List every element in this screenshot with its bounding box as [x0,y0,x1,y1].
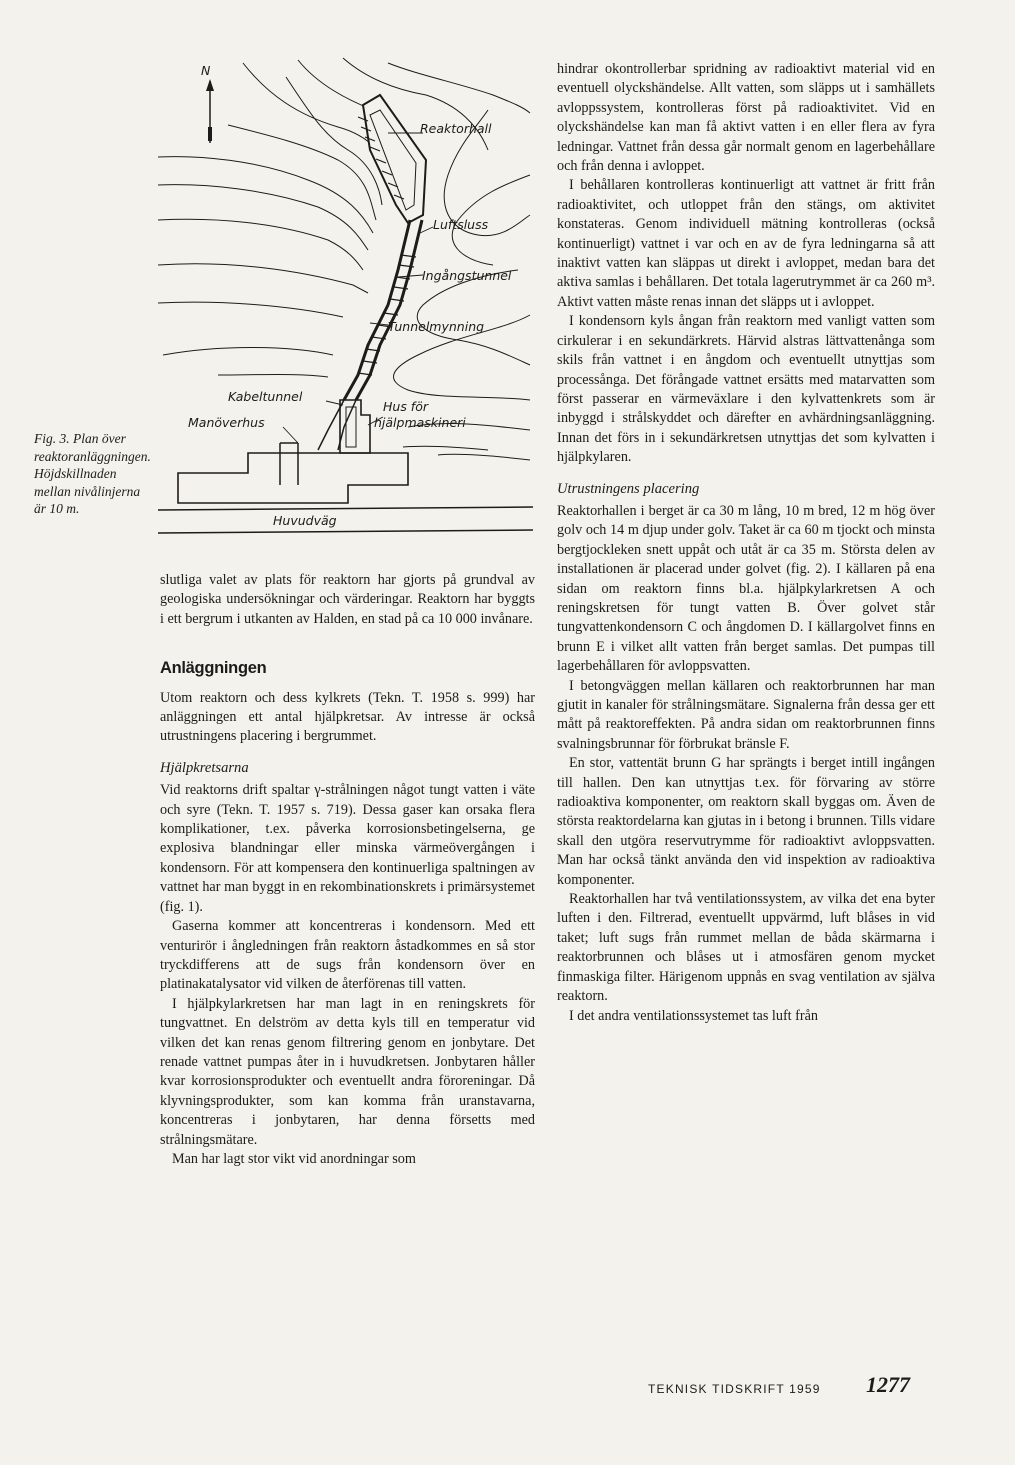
journal-footer: TEKNISK TIDSKRIFT 1959 [648,1382,821,1396]
paragraph: I hjälpkylarkretsen har man lagt in en reningskrets för tungvattnet. En delström av detta kyls till en temperatur vid vilken det kan renas genom filtrering genom en jonbytare. Det renade vattnet pumpas åter in i huvudkretsen. Jonbytaren håller kvar korrosionsprodukter och eventuellt andra föroreningar. Då klyvningsprodukter, som kan komma från uranstavarna, koncentreras i jonbytaren, har denna försetts med strålningsmätare. [160,995,535,1148]
paragraph: I kondensorn kyls ångan från reaktorn med vanligt vatten som cirkulerar i en sekundärkrets. Härvid alstras lättvattenånga som skils från vattnet i en ångdom och eventuellt utnyttjas som processånga. Det förångade vattnet ersätts med matarvatten som först passerar en värmeväxlare i den kylvattenkrets som är inbyggd i strålskyddet och därefter en avhärdningsanläggning. Innan det förs in i sekundärkretsen utnyttjas det som kylvatten i hjälpkylaren. [557,313,935,466]
control-building [178,453,408,503]
north-label: N [201,63,211,78]
paragraph: Man har lagt stor vikt vid anordningar som [172,1150,416,1167]
paragraph: Vid reaktorns drift spaltar γ-strålningen något tungt vatten i väte och syre (Tekn. T. 1957 s. 719). Dessa gaser kan orsaka flera komplikationer, t.ex. påverka korrosionsbetingelserna, ge explosiva blandningar eller minska värmeövergången i kondensorn. För att kompensera den kontinuerliga spaltningen av vattnet har man byggt in en rekombinationskrets i primärsystemet (fig. 1). [160,782,535,915]
label-manoverhus: Manöverhus [188,415,265,430]
paragraph: Gaserna kommer att koncentreras i kondensorn. Med ett venturirör i ångledningen från reaktorn åstadkommes en så stor tryckdifferens att de sugs från kondensorn över en platinakatalysator vid vilken de återförenas till vatten. [160,918,535,993]
paragraph: En stor, vattentät brunn G har sprängts i berget intill ingången till hallen. Den kan utnyttjas t.ex. för förvaring av större radioaktiva komponenter, om reaktorn skall byggas om. Även de största reaktordelarna kan gjutas in i betong i brunnen. Tills vidare skall den utgöra reservutrymme för radioaktivt avloppsvatten. Man har också tänkt använda den vid inspektion av radioaktiva komponenter. [557,755,935,888]
page-number: 1277 [866,1372,910,1397]
access-tunnel [344,220,410,400]
section-heading: Anläggningen [160,659,267,678]
subheading: Hjälpkretsarna [160,759,249,776]
paragraph: I behållaren kontrolleras kontinuerligt att vattnet är fritt från radioaktivitet, och utloppet från den stängs, om aktivitet konstateras. Genom individuell mätning kontrolleras (också kontinuerligt) vattnet i var och en av de fyra ledningarna så att inaktivt vatten kan släppas ut direkt i avloppet, medan bara det aktiva samlas i behållaren. Det totala lagerutrymmet är ca 260 m³. Aktivt vatten måste renas innan det släpps ut i avloppet. [557,177,935,310]
subheading: Utrustningens placering [557,480,700,497]
label-reaktorhall: Reaktorhall [420,121,492,136]
paragraph: Utom reaktorn och dess kylkrets (Tekn. T. 1958 s. 999) har anläggningen ett antal hjälpkretsar. Av intresse är också utrustningens placering i bergrummet. [160,689,535,745]
label-hjalpmaskineri: hjälpmaskineri [374,415,466,430]
label-huvudvag: Huvudväg [273,513,337,528]
left-column [160,571,535,1169]
site-plan-drawing [158,55,538,545]
label-kabeltunnel: Kabeltunnel [228,389,303,404]
paragraph: Reaktorhallen har två ventilationssystem, av vilka det ena byter luften i den. Filtrerad, eventuellt uppvärmd, luft blåses in vid taket; luft sugs från rummet mellan de båda skärmarna i reaktorbrunnen och blåses ut i atmosfären genom mycket finmaskiga filter. Härigenom uppnås en svag ventilation av själva reaktorn. [557,891,935,1005]
main-road-edge-2 [158,530,533,533]
site-plan-figure [158,55,538,545]
paragraph: hindrar okontrollerbar spridning av radioaktivt material vid en eventuell olyckshändelse. Allt vatten, som släpps ut i samhällets avloppssystem, kontrolleras först på radioaktivitet. Vid en olyckshändelse kan man få aktivt vatten i en eller flera av fyra ledningar. Vattnet från dessa går normalt genom en lagerbehållare och från denna i avloppet. [557,61,935,175]
label-hus-for: Hus för [383,399,428,414]
label-tunnelmynning: Tunnelmynning [388,319,485,334]
paragraph: I det andra ventilationssystemet tas luft från [569,1007,818,1024]
paragraph: I betongväggen mellan källaren och reaktorbrunnen har man gjutit in kanaler för strålningsmätare. Signalerna från dessa ger ett mått på reaktoreffekten. På andra sidan om reaktorbrunnen finns svalningsbrunnar för förbrukat bränsle F. [557,677,935,752]
paragraph: slutliga valet av plats för reaktorn har gjorts på grundval av geologiska undersökningar och värderingar. Reaktorn har byggts i ett bergrum i utkanten av Halden, en stad på ca 10 000 invånare. [160,572,535,627]
north-arrow-head [206,79,214,91]
label-luftsluss: Luftsluss [433,217,489,232]
tunnel-hatching [358,255,416,375]
north-arrow-tail [208,127,212,141]
main-road-edge [158,507,533,510]
label-ingangstunnel: Ingångstunnel [422,268,512,283]
paragraph: Reaktorhallen i berget är ca 30 m lång, 10 m bred, 12 m hög över golv och 14 m djup under golv. Taket är ca 60 m tjockt och minsta bergtjockleken snett uppåt och utåt är ca 35 m. Största delen av installationen är placerad under golvet (fig. 2). I källaren på ena sidan om reaktorn finns bl.a. hjälpkylarkretsen A och reningskretsen för tungt vatten B. Över golvet står tungvattenkondensorn C och ångdomen D. I källargolvet finns en brunn E i vilket allt vatten från berget samlas. Det pumpas till lagerbehållaren för avloppsvatten. [557,502,935,675]
figure-caption: Fig. 3. Plan över reaktoranläggningen. Höjdskillnaden mellan nivålinjerna är 10 m. [34,431,151,516]
right-column [557,60,935,1026]
